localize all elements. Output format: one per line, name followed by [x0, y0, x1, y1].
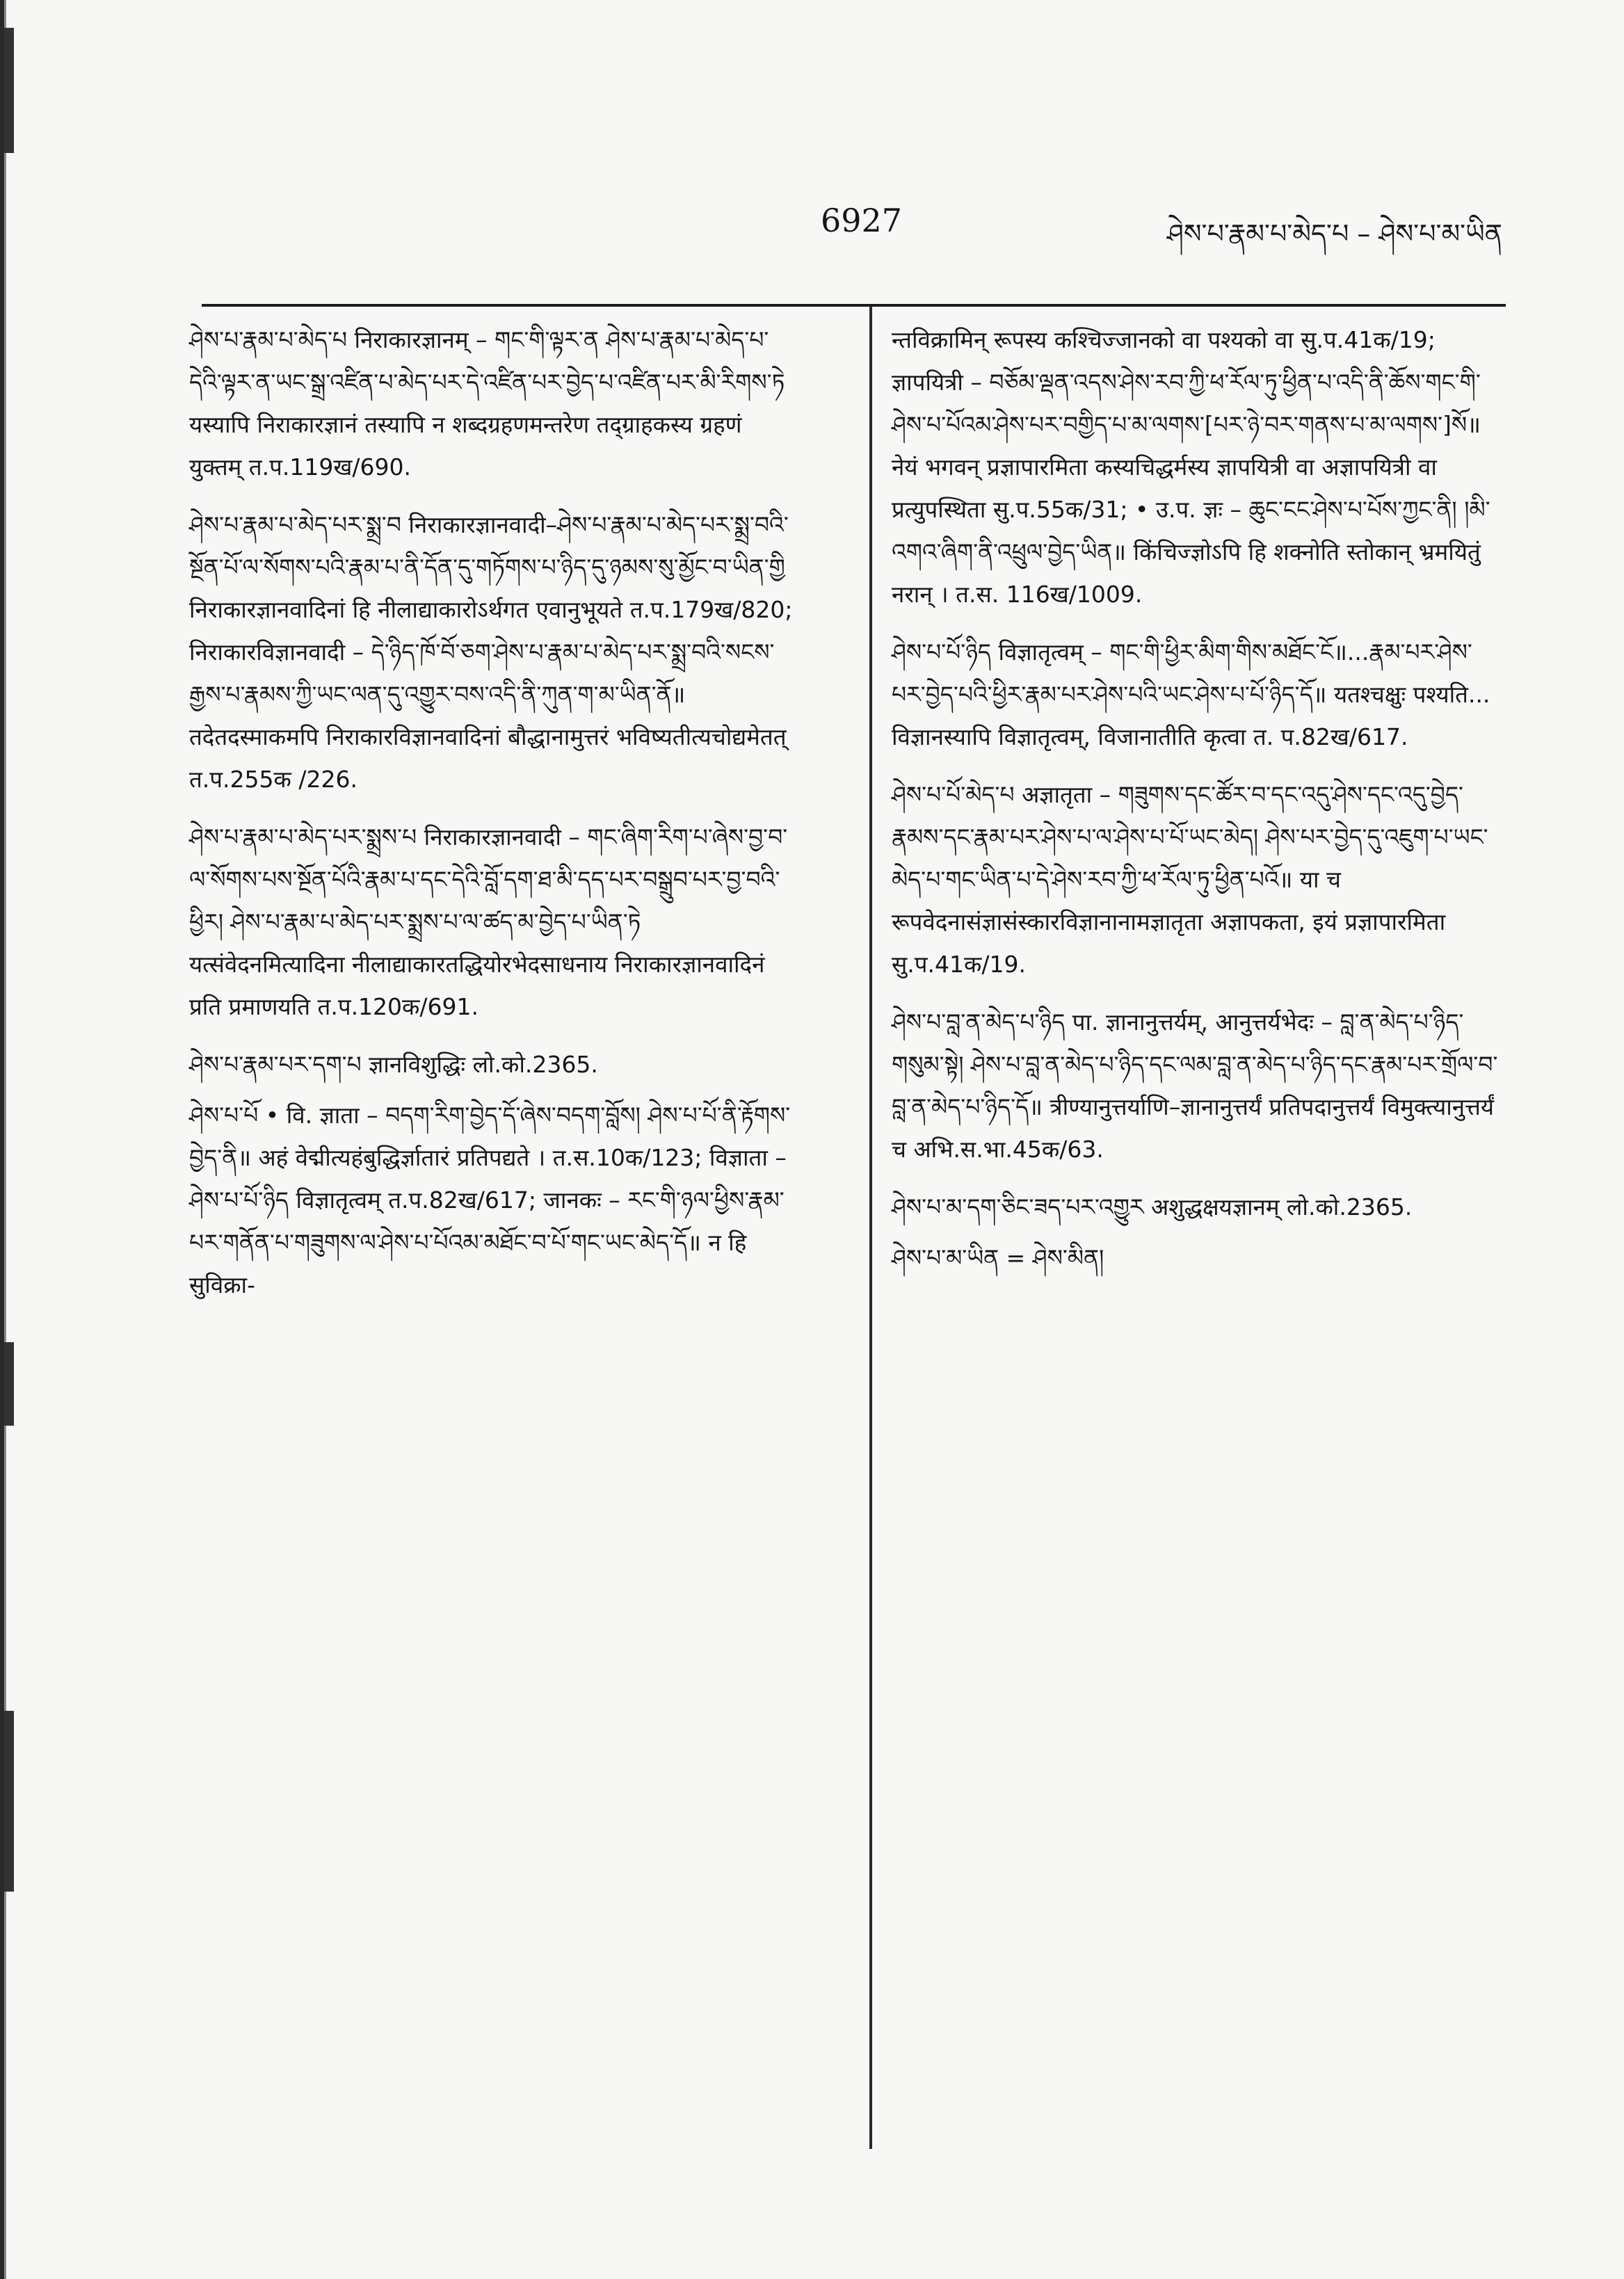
- dictionary-entry: [189, 816, 801, 1028]
- dictionary-entry-continued: [892, 319, 1504, 615]
- entry-text: ཤེས་པ་རྣམ་པར་དག་པ ज्ञानविशुद्धिः लो.को.2365.: [189, 1051, 598, 1078]
- page-number: 6927: [821, 202, 903, 239]
- dictionary-entry: [892, 1001, 1504, 1170]
- entry-text: ཤེས་པ་མ་ཡིན = ཤེས་མིན།: [892, 1244, 1104, 1271]
- dictionary-entry: [892, 631, 1504, 758]
- entry-text: न्तविक्रामिन् रूपस्य कश्चिज्जानको वा पश्यको वा सु.प.41क/19; ज्ञापयित्री – བཅོམ་ལྡན་འདས་ཤེས་རབ་ཀྱི་ཕ་རོལ་ཏུ་ཕྱིན་པ་འདི་ནི་ཆོས་གང་གི་ཤེས་པ་པོའམ་ཤེས་པར་བགྱིད་པ་མ་ལགས་[པར་ཉེ་བར་གནས་པ་མ་ལགས་]སོ॥ नेयं भगवन् प्रज्ञापारमिता कस्यचिद्धर्मस्य ज्ञापयित्री वा अज्ञापयित्री वा प्रत्युपस्थिता सु.प.55क/31; • उ.प. ज्ञः – ཆུང་ངང་ཤེས་པ་པོས་ཀྱང་ནི། །མི་འགའ་ཞིག་ནི་འཕྲུལ་བྱེད་ཡིན॥ किंचिज्ज्ञोऽपि हि शक्नोति स्तोकान् भ्रमयितुं नरान् । त.स. 116ख/1009.: [892, 326, 1490, 608]
- header-entry-range: ཤེས་པ་རྣམ་པ་མེད་པ – ཤེས་པ་མ་ཡིན: [1166, 218, 1502, 249]
- binding-mark-middle: [4, 1342, 14, 1426]
- entry-text: ཤེས་པ་རྣམ་པ་མེད་པ निराकारज्ञानम् – གང་གི་ལྟར་ན ཤེས་པ་རྣམ་པ་མེད་པ་དེའི་ལྟར་ན་ཡང་སྒྲ་འཛིན་པ་མེད་པར་དེ་འཛིན་པར་བྱེད་པ་འཛིན་པར་མི་རིགས་ཏེ यस्यापि निराकारज्ञानं तस्यापि न शब्दग्रहणमन्तरेण तद्ग्राहकस्य ग्रहणं युक्तम् त.प.119ख/690.: [189, 326, 785, 481]
- dictionary-entry: [189, 319, 801, 488]
- entry-text: ཤེས་པ་རྣམ་པ་མེད་པར་སྨྲ་བ निराकारज्ञानवादी–ཤེས་པ་རྣམ་པ་མེད་པར་སྨྲ་བའི་སྔོན་པོ་ལ་སོགས་པའི་རྣམ་པ་ནི་དོན་དུ་གཏོགས་པ་ཉིད་དུ་ཉམས་སུ་མྱོང་བ་ཡིན་གྱི निराकारज्ञानवादिनां हि नीलाद्याकारोऽर्थगत एवानुभूयते त.प.179ख/820; निराकारविज्ञानवादी – དེ་ཉིད་ཁོ་བོ་ཅག་ཤེས་པ་རྣམ་པ་མེད་པར་སྨྲ་བའི་སངས་རྒྱས་པ་རྣམས་ཀྱི་ཡང་ལན་དུ་འགྱུར་བས་འདི་ནི་ཀུན་ག་མ་ཡིན་ནོ॥ तदेतदस्माकमपि निराकारविज्ञानवादिनां बौद्धानामुत्तरं भविष्यतीत्यचोद्यमेतत् त.प.255क /226.: [189, 511, 793, 793]
- binding-mark-bottom: [4, 1711, 14, 1892]
- dictionary-entry: [189, 1043, 801, 1086]
- binding-mark-top: [4, 28, 14, 153]
- entry-text: ཤེས་པ་མ་དག་ཅིང་ཟད་པར་འགྱུར अशुद्धक्षयज्ञानम् लो.को.2365.: [892, 1193, 1413, 1221]
- entry-text: ཤེས་པ་པོ་མེད་པ अज्ञातृता – གཟུགས་དང་ཚོར་བ་དང་འདུ་ཤེས་དང་འདུ་བྱེད་རྣམས་དང་རྣམ་པར་ཤེས་པ་ལ་ཤེས་པ་པོ་ཡང་མེད། ཤེས་པར་བྱེད་དུ་འཇུག་པ་ཡང་མེད་པ་གང་ཡིན་པ་དེ་ཤེས་རབ་ཀྱི་ཕ་རོལ་ཏུ་ཕྱིན་པའོ॥ या च रूपवेदनासंज्ञासंस्कारविज्ञानानामज्ञातृता अज्ञापकता, इयं प्रज्ञापारमिता सु.प.41क/19.: [892, 781, 1488, 978]
- right-column: [892, 319, 1504, 1294]
- left-column: [189, 319, 801, 1321]
- dictionary-entry: [189, 504, 801, 800]
- dictionary-entry: [892, 1237, 1504, 1279]
- entry-text: ཤེས་པ་པོ་ཉིད विज्ञातृत्वम् – གང་གི་ཕྱིར་མིག་གིས་མཐོང་ངོ॥...རྣམ་པར་ཤེས་པར་བྱེད་པའི་ཕྱིར་རྣམ་པར་ཤེས་པའི་ཡང་ཤེས་པ་པོ་ཉིད་དོ॥ यतश्चक्षुः पश्यति... विज्ञानस्यापि विज्ञातृत्वम्, विजानातीति कृत्वा त. प.82ख/617.: [892, 638, 1490, 750]
- entry-text: ཤེས་པ་པོ • वि. ज्ञाता – བདག་རིག་བྱེད་དོ་ཞེས་བདག་བློས། ཤེས་པ་པོ་ནི་རྟོགས་བྱེད་ནི॥ अहं वेद्मीत्यहंबुद्धिर्ज्ञातारं प्रतिपद्यते । त.स.10क/123; विज्ञाता – ཤེས་པ་པོ་ཉིད विज्ञातृत्वम् त.प.82ख/617; जानकः – རང་གི་ཉལ་ཕྱིས་རྣམ་པར་གནོན་པ་གཟུགས་ལ་ཤེས་པ་པོའམ་མཐོང་བ་པོ་གང་ཡང་མེད་དོ॥ न हि सुविक्रा-: [189, 1102, 791, 1298]
- page-binding-edge: [0, 0, 11, 2279]
- dictionary-entry: [892, 1186, 1504, 1228]
- entry-text: ཤེས་པ་བླ་ན་མེད་པ་ཉིད पा. ज्ञानानुत्तर्यम्, आनुत्तर्यभेदः – བླ་ན་མེད་པ་ཉིད་གསུམ་སྟེ། ཤེས་པ་བླ་ན་མེད་པ་ཉིད་དང་ལམ་བླ་ན་མེད་པ་ཉིད་དང་རྣམ་པར་གྲོལ་བ་བླ་ན་མེད་པ་ཉིད་དོ॥ त्रीण्यानुत्तर्याणि–ज्ञानानुत्तर्यं प्रतिपदानुत्तर्यं विमुक्त्यानुत्तर्यं च अभि.स.भा.45क/63.: [892, 1008, 1498, 1163]
- column-divider: [869, 306, 872, 2149]
- entry-text: ཤེས་པ་རྣམ་པ་མེད་པར་སྨྲས་པ निराकारज्ञानवादी – གང་ཞིག་རིག་པ་ཞེས་བྱ་བ་ལ་སོགས་པས་སྔོན་པོའི་རྣམ་པ་དང་དེའི་བློ་དག་ཐ་མི་དད་པར་བསྒྲུབ་པར་བྱ་བའི་ཕྱིར། ཤེས་པ་རྣམ་པ་མེད་པར་སྨྲས་པ་ལ་ཚད་མ་བྱེད་པ་ཡིན་ཏེ यत्संवेदनमित्यादिना नीलाद्याकारतद्धियोरभेदसाधनाय निराकारज्ञानवादिनं प्रति प्रमाणयति त.प.120क/691.: [189, 823, 788, 1020]
- dictionary-entry: [189, 1094, 801, 1306]
- dictionary-entry: [892, 773, 1504, 985]
- header-rule: [202, 304, 1506, 307]
- page-header: [821, 202, 1502, 257]
